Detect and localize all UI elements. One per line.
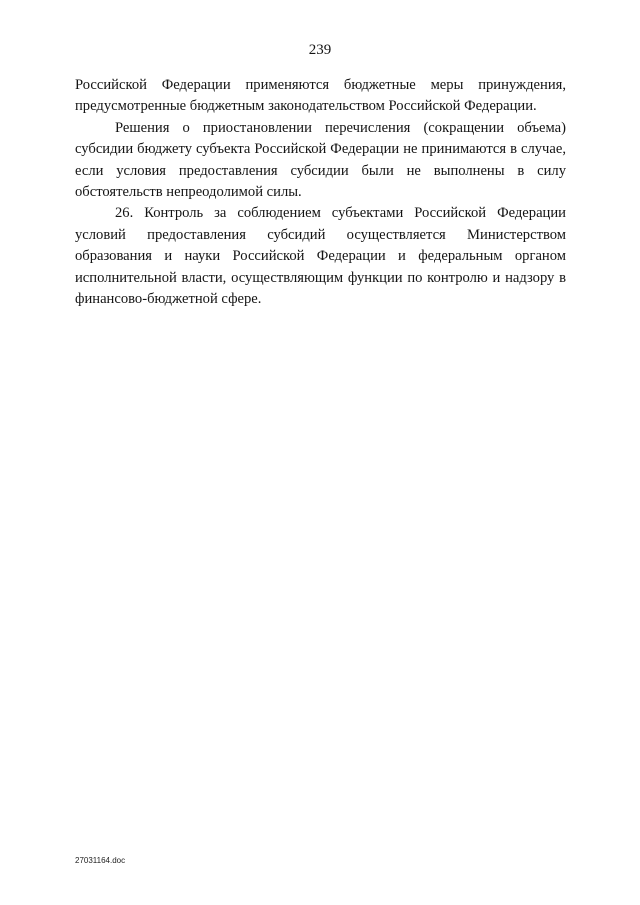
footer-file-code: 27031164.doc xyxy=(75,856,126,865)
paragraph-26-control: 26. Контроль за соблюдением субъектами Российской Федерации условий предоставления субсидий осуществляется Министерством образования и науки Российской Федерации и федеральным органом исполнительной власти, осуществляющим функции по контролю и надзору в финансово-бюджетной сфере. xyxy=(75,205,566,308)
paragraph-continuation: Российской Федерации применяются бюджетные меры принуждения, предусмотренные бюджетным законодательством Российской Федерации. xyxy=(75,77,566,115)
document-body xyxy=(75,75,566,310)
page-number: 239 xyxy=(308,42,332,58)
paragraph-suspension-decisions: Решения о приостановлении перечисления (сокращении объема) субсидии бюджету субъекта Российской Федерации не принимаются в случае, если условия предоставления субсидии были не выполнены в силу обстоятельств непреодолимой силы. xyxy=(75,119,566,201)
